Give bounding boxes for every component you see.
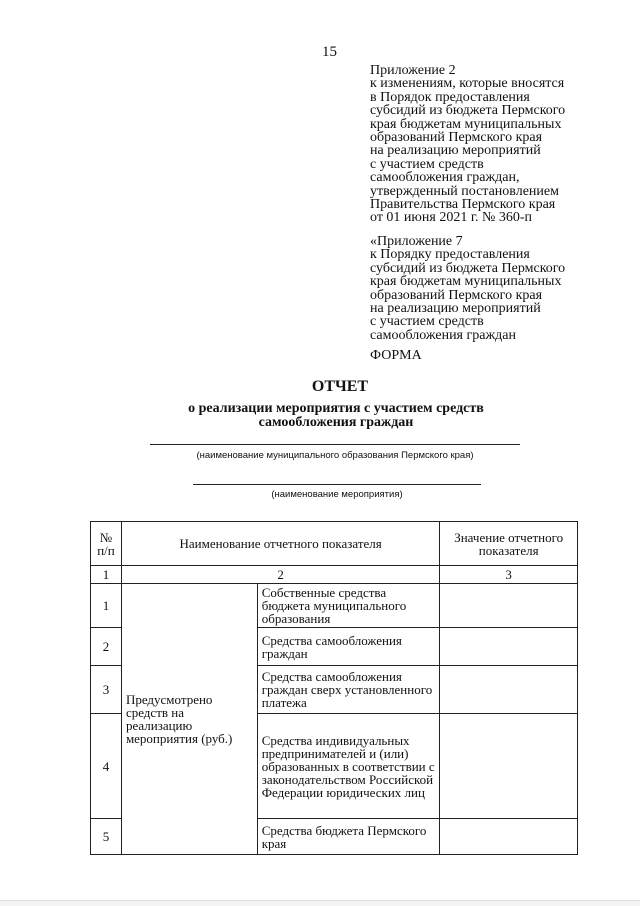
annex-line: субсидий из бюджета Пермского — [370, 103, 566, 119]
subtitle-line: самообложения граждан — [258, 415, 414, 430]
column-number: 1 — [91, 566, 122, 584]
municipality-caption: (наименование муниципального образования Пермского края) — [196, 450, 474, 461]
annex-procedure-block — [370, 235, 610, 342]
indicator-value — [440, 819, 578, 855]
table-row — [91, 584, 578, 628]
annex-line: к Порядку предоставления — [370, 247, 530, 263]
annex-line: субсидий из бюджета Пермского — [370, 260, 566, 276]
report-title: ОТЧЕТ — [311, 378, 369, 395]
annex-amendment-block — [370, 64, 610, 225]
annex-line: на реализацию мероприятий — [370, 301, 541, 317]
header-num: № п/п — [91, 522, 122, 566]
subtitle-line: о реализации мероприятия с участием средств — [188, 401, 484, 416]
page-bottom-edge — [0, 900, 640, 906]
header-name: Наименование отчетного показателя — [121, 522, 439, 566]
row-number: 5 — [91, 819, 122, 855]
indicator-value — [440, 666, 578, 714]
annex-line: утвержденный постановлением — [370, 183, 559, 199]
indicator-name: Средства бюджета Пермского края — [257, 819, 440, 855]
indicator-name: Средства самообложения граждан сверх установленного платежа — [257, 666, 440, 714]
annex-line: с участием средств — [370, 314, 484, 330]
indicator-name: Собственные средства бюджета муниципального образования — [257, 584, 440, 628]
column-number: 2 — [121, 566, 439, 584]
annex-line: «Приложение 7 — [370, 234, 463, 249]
annex-line: образований Пермского края — [370, 287, 543, 303]
annex-line: самообложения граждан, — [370, 170, 520, 186]
report-subtitle — [16, 402, 640, 430]
annex-line: края бюджетам муниципальных — [370, 274, 562, 290]
row-number: 1 — [91, 584, 122, 628]
report-table — [90, 521, 578, 855]
indicator-value — [440, 714, 578, 819]
annex-line: образований Пермского края — [370, 130, 543, 146]
indicator-name: Средства самообложения граждан — [257, 628, 440, 666]
annex-line: на реализацию мероприятий — [370, 143, 541, 159]
annex-line: с участием средств — [370, 156, 484, 172]
form-label: ФОРМА — [370, 348, 422, 363]
event-caption: (наименование мероприятия) — [271, 489, 403, 500]
annex-line: от 01 июня 2021 г. № 360-п — [370, 210, 532, 226]
annex-line: к изменениям, которые вносятся — [370, 76, 565, 92]
indicator-value — [440, 584, 578, 628]
row-number: 4 — [91, 714, 122, 819]
annex-line: края бюджетам муниципальных — [370, 116, 562, 132]
municipality-fill-line — [150, 444, 520, 445]
column-number-row — [91, 566, 578, 584]
annex-line: Приложение 2 — [370, 63, 456, 78]
annex-line: самообложения граждан — [370, 327, 516, 343]
annex-line: Правительства Пермского края — [370, 197, 556, 213]
group-label: Предусмотрено средств на реализацию мероприятия (руб.) — [121, 584, 257, 855]
indicator-name: Средства индивидуальных предпринимателей и (или) образованных в соответствии с законодательством Российской Федерации юридических лиц — [257, 714, 440, 819]
annex-line: в Порядок предоставления — [370, 89, 530, 105]
indicator-value — [440, 628, 578, 666]
row-number: 2 — [91, 628, 122, 666]
table-header-row — [91, 522, 578, 566]
column-number: 3 — [440, 566, 578, 584]
row-number: 3 — [91, 666, 122, 714]
header-value: Значение отчетного показателя — [440, 522, 578, 566]
event-fill-line — [193, 484, 481, 485]
page-number: 15 — [322, 44, 337, 60]
